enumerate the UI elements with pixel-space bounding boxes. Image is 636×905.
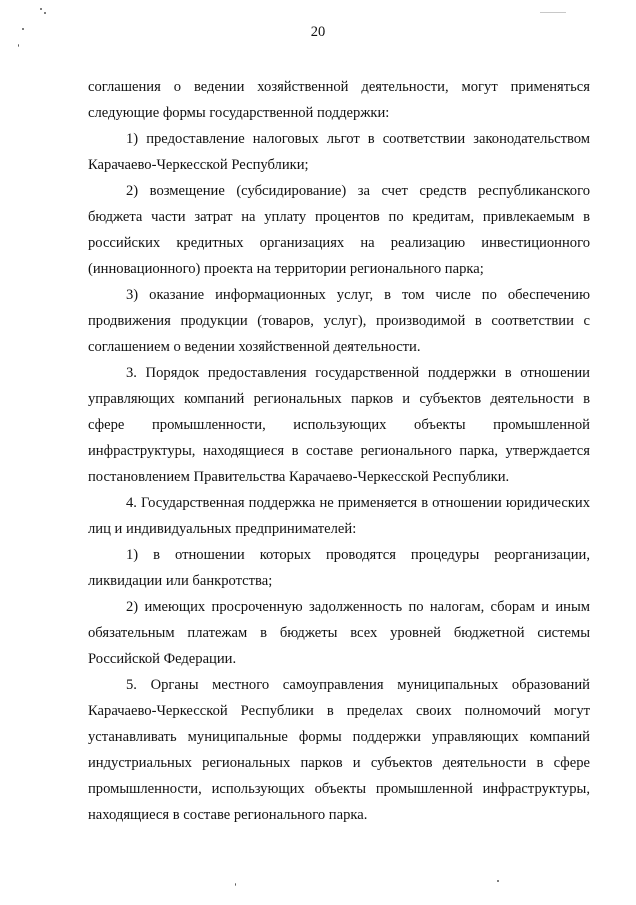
scan-speck [40,8,42,10]
paragraph-clause-4-item-2: 2) имеющих просроченную задолженность по налогам, сборам и иным обязательным платежам в бюджеты всех уровней бюджетной системы Российской Федерации. [88,599,590,667]
paragraph-clause-4: 4. Государственная поддержка не применяется в отношении юридических лиц и индивидуальных предпринимателей: [88,495,590,537]
paragraph-continuation: соглашения о ведении хозяйственной деятельности, могут применяться следующие формы государственной поддержки: [88,79,590,121]
paragraph-clause-5: 5. Органы местного самоуправления муниципальных образований Карачаево-Черкесской Республики в пределах своих полномочий могут устанавливать муниципальные формы поддержки управляющих компаний индустриальных региональных парков и субъектов деятельности в сфере промышленности, использующих объекты промышленной инфраструктуры, находящиеся в составе регионального парка. [88,677,590,823]
paragraph-item-2: 2) возмещение (субсидирование) за счет средств республиканского бюджета части затрат на уплату процентов по кредитам, привлекаемым в российских кредитных организациях на реализацию инвестиционного (инновационного) проекта на территории регионального парка; [88,183,590,277]
scan-speck [44,12,46,14]
scan-speck [18,44,19,47]
paragraph-item-1: 1) предоставление налоговых льгот в соответствии законодательством Карачаево-Черкесской Республики; [88,131,590,173]
document-body [88,74,590,828]
paragraph-clause-4-item-1: 1) в отношении которых проводятся процедуры реорганизации, ликвидации или банкротства; [88,547,590,589]
scan-edge-line [540,12,566,13]
page-number: 20 [310,24,326,40]
paragraph-item-3: 3) оказание информационных услуг, в том числе по обеспечению продвижения продукции (товаров, услуг), производимой в соответствии с соглашением о ведении хозяйственной деятельности. [88,287,590,355]
scan-speck [497,880,499,882]
scan-speck [235,883,236,886]
paragraph-clause-3: 3. Порядок предоставления государственной поддержки в отношении управляющих компаний региональных парков и субъектов деятельности в сфере промышленности, использующих объекты промышленной инфраструктуры, находящиеся в составе регионального парка, утверждается постановлением Правительства Карачаево-Черкесской Республики. [88,365,590,485]
